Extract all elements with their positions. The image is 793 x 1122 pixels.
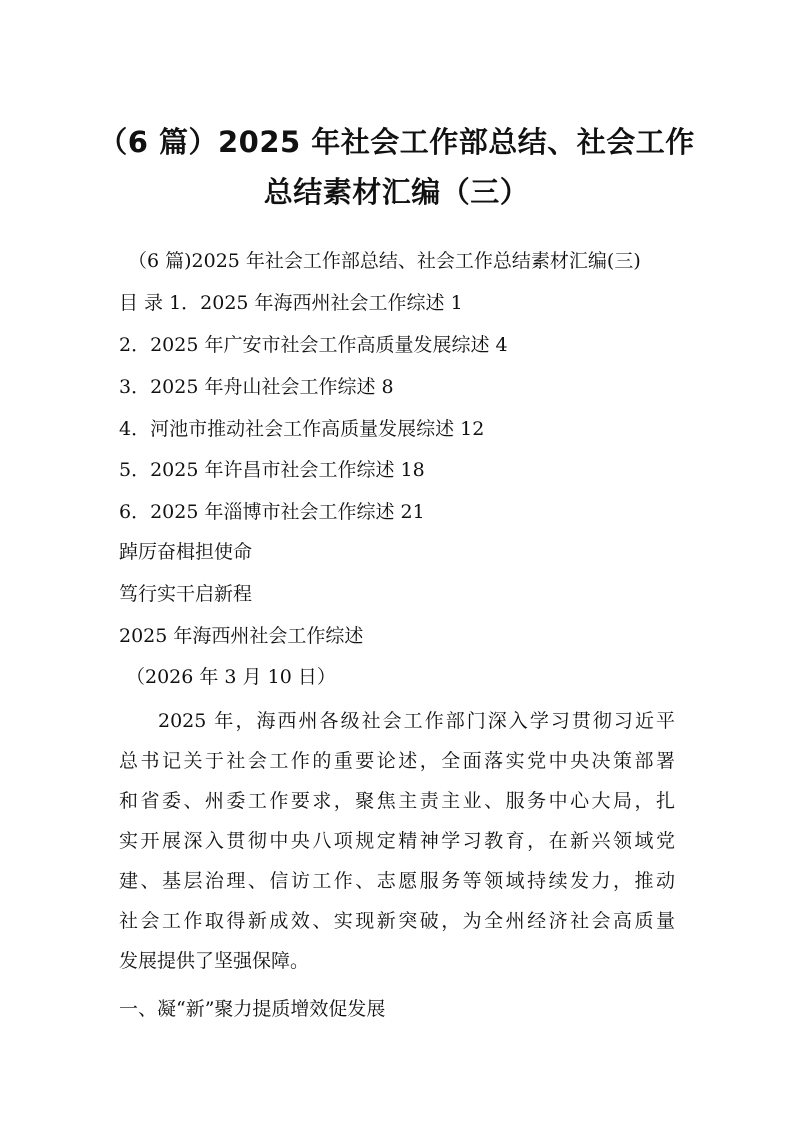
document-title-line-2: 总结素材汇编（三） <box>263 175 530 209</box>
article-title: 2025 年海西州社会工作综述 <box>119 625 364 647</box>
toc-item-6: 6．2025 年淄博市社会工作综述 21 <box>119 501 425 523</box>
body-line-7: 发展提供了坚强保障。 <box>119 950 310 972</box>
body-line-4: 实开展深入贯彻中央八项规定精神学习教育，在新兴领域党 <box>119 830 675 852</box>
slogan-line-1: 踔厉奋楫担使命 <box>119 541 253 563</box>
section-heading: 一、凝“新”聚力提质增效促发展 <box>119 998 386 1020</box>
body-line-6: 社会工作取得新成效、实现新突破，为全州经济社会高质量 <box>119 910 675 932</box>
body-line-5: 建、基层治理、信访工作、志愿服务等领域持续发力，推动 <box>119 870 675 892</box>
body-paragraph <box>119 710 675 990</box>
document-subtitle: （6 篇)2025 年社会工作部总结、社会工作总结素材汇编(三) <box>128 250 641 272</box>
body-line-2: 总书记关于社会工作的重要论述，全面落实党中央决策部署 <box>119 750 675 772</box>
article-date: （2026 年 3 月 10 日） <box>126 666 336 688</box>
toc-item-2: 2．2025 年广安市社会工作高质量发展综述 4 <box>119 334 508 356</box>
toc-item-1: 目 录 1．2025 年海西州社会工作综述 1 <box>119 292 463 314</box>
slogan-line-2: 笃行实干启新程 <box>119 583 253 605</box>
toc-item-5: 5．2025 年许昌市社会工作综述 18 <box>119 459 425 481</box>
body-line-1: 2025 年，海西州各级社会工作部门深入学习贯彻习近平 <box>158 710 675 732</box>
document-title-line-1: （6 篇）2025 年社会工作部总结、社会工作 <box>98 125 695 159</box>
body-line-3: 和省委、州委工作要求，聚焦主责主业、服务中心大局，扎 <box>119 790 675 812</box>
toc-item-3: 3．2025 年舟山社会工作综述 8 <box>119 376 394 398</box>
toc-item-4: 4．河池市推动社会工作高质量发展综述 12 <box>119 418 485 440</box>
